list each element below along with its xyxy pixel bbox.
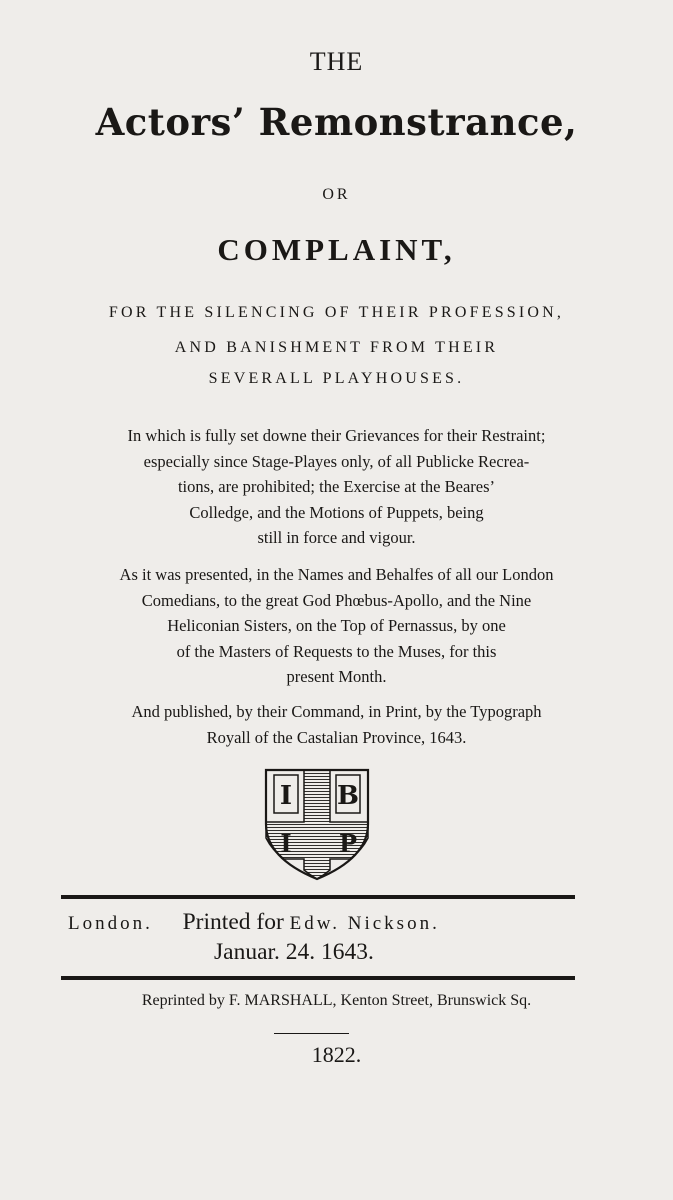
divider-rule xyxy=(61,976,575,980)
paragraph-line: In which is fully set downe their Grievances for their Restraint; xyxy=(127,426,546,445)
publication-paragraph xyxy=(0,699,673,750)
imprint-date: Januar. 24. 1643. xyxy=(214,939,374,965)
paragraph-line: tions, are prohibited; the Exercise at the Beares’ xyxy=(177,477,496,496)
title-complaint: COMPLAINT, xyxy=(217,232,456,267)
presentation-paragraph xyxy=(0,562,673,690)
paragraph-line: Heliconian Sisters, on the Top of Pernassus, by one xyxy=(167,616,506,635)
description-paragraph xyxy=(0,423,673,551)
subtitle-line: SEVERALL PLAYHOUSES. xyxy=(208,370,465,387)
shield-letter: I xyxy=(280,829,292,858)
short-rule xyxy=(274,1033,349,1034)
paragraph-line: Colledge, and the Motions of Puppets, being xyxy=(189,502,484,522)
shield-letter: B xyxy=(337,781,359,811)
printers-device-shield-icon xyxy=(262,766,372,882)
paragraph-line: As it was presented, in the Names and Behalfes of all our London xyxy=(119,565,554,584)
paragraph-line: Comedians, to the great God Phœbus-Apollo, and the Nine xyxy=(141,590,532,610)
paragraph-line: Royall of the Castalian Province, 1643. xyxy=(206,727,467,747)
divider-rule xyxy=(61,895,575,899)
shield-letter: P xyxy=(338,829,358,858)
imprint-publisher: Edw. Nickson. xyxy=(289,913,440,934)
shield-letter: I xyxy=(279,781,293,811)
paragraph-line: of the Masters of Requests to the Muses, for this xyxy=(176,641,497,661)
title-or: OR xyxy=(322,186,351,203)
reprint-line: Reprinted by F. MARSHALL, Kenton Street, Brunswick Sq. xyxy=(141,992,532,1009)
main-title: Actors’ Remonstrance, xyxy=(95,100,578,144)
paragraph-line: And published, by their Command, in Print, by the Typograph xyxy=(131,702,542,721)
imprint-place: London. xyxy=(68,913,153,934)
paragraph-line: present Month. xyxy=(286,667,387,686)
subtitle-line: FOR THE SILENCING OF THEIR PROFESSION, xyxy=(108,304,565,321)
subtitle-line: AND BANISHMENT FROM THEIR xyxy=(174,339,499,356)
paragraph-line: especially since Stage-Playes only, of all Publicke Recrea- xyxy=(143,451,530,471)
paragraph-line: still in force and vigour. xyxy=(257,528,416,547)
imprint xyxy=(68,908,588,966)
title-the: THE xyxy=(309,47,364,76)
reprint-year: 1822. xyxy=(311,1042,362,1067)
imprint-printed-for: Printed for xyxy=(182,909,284,935)
